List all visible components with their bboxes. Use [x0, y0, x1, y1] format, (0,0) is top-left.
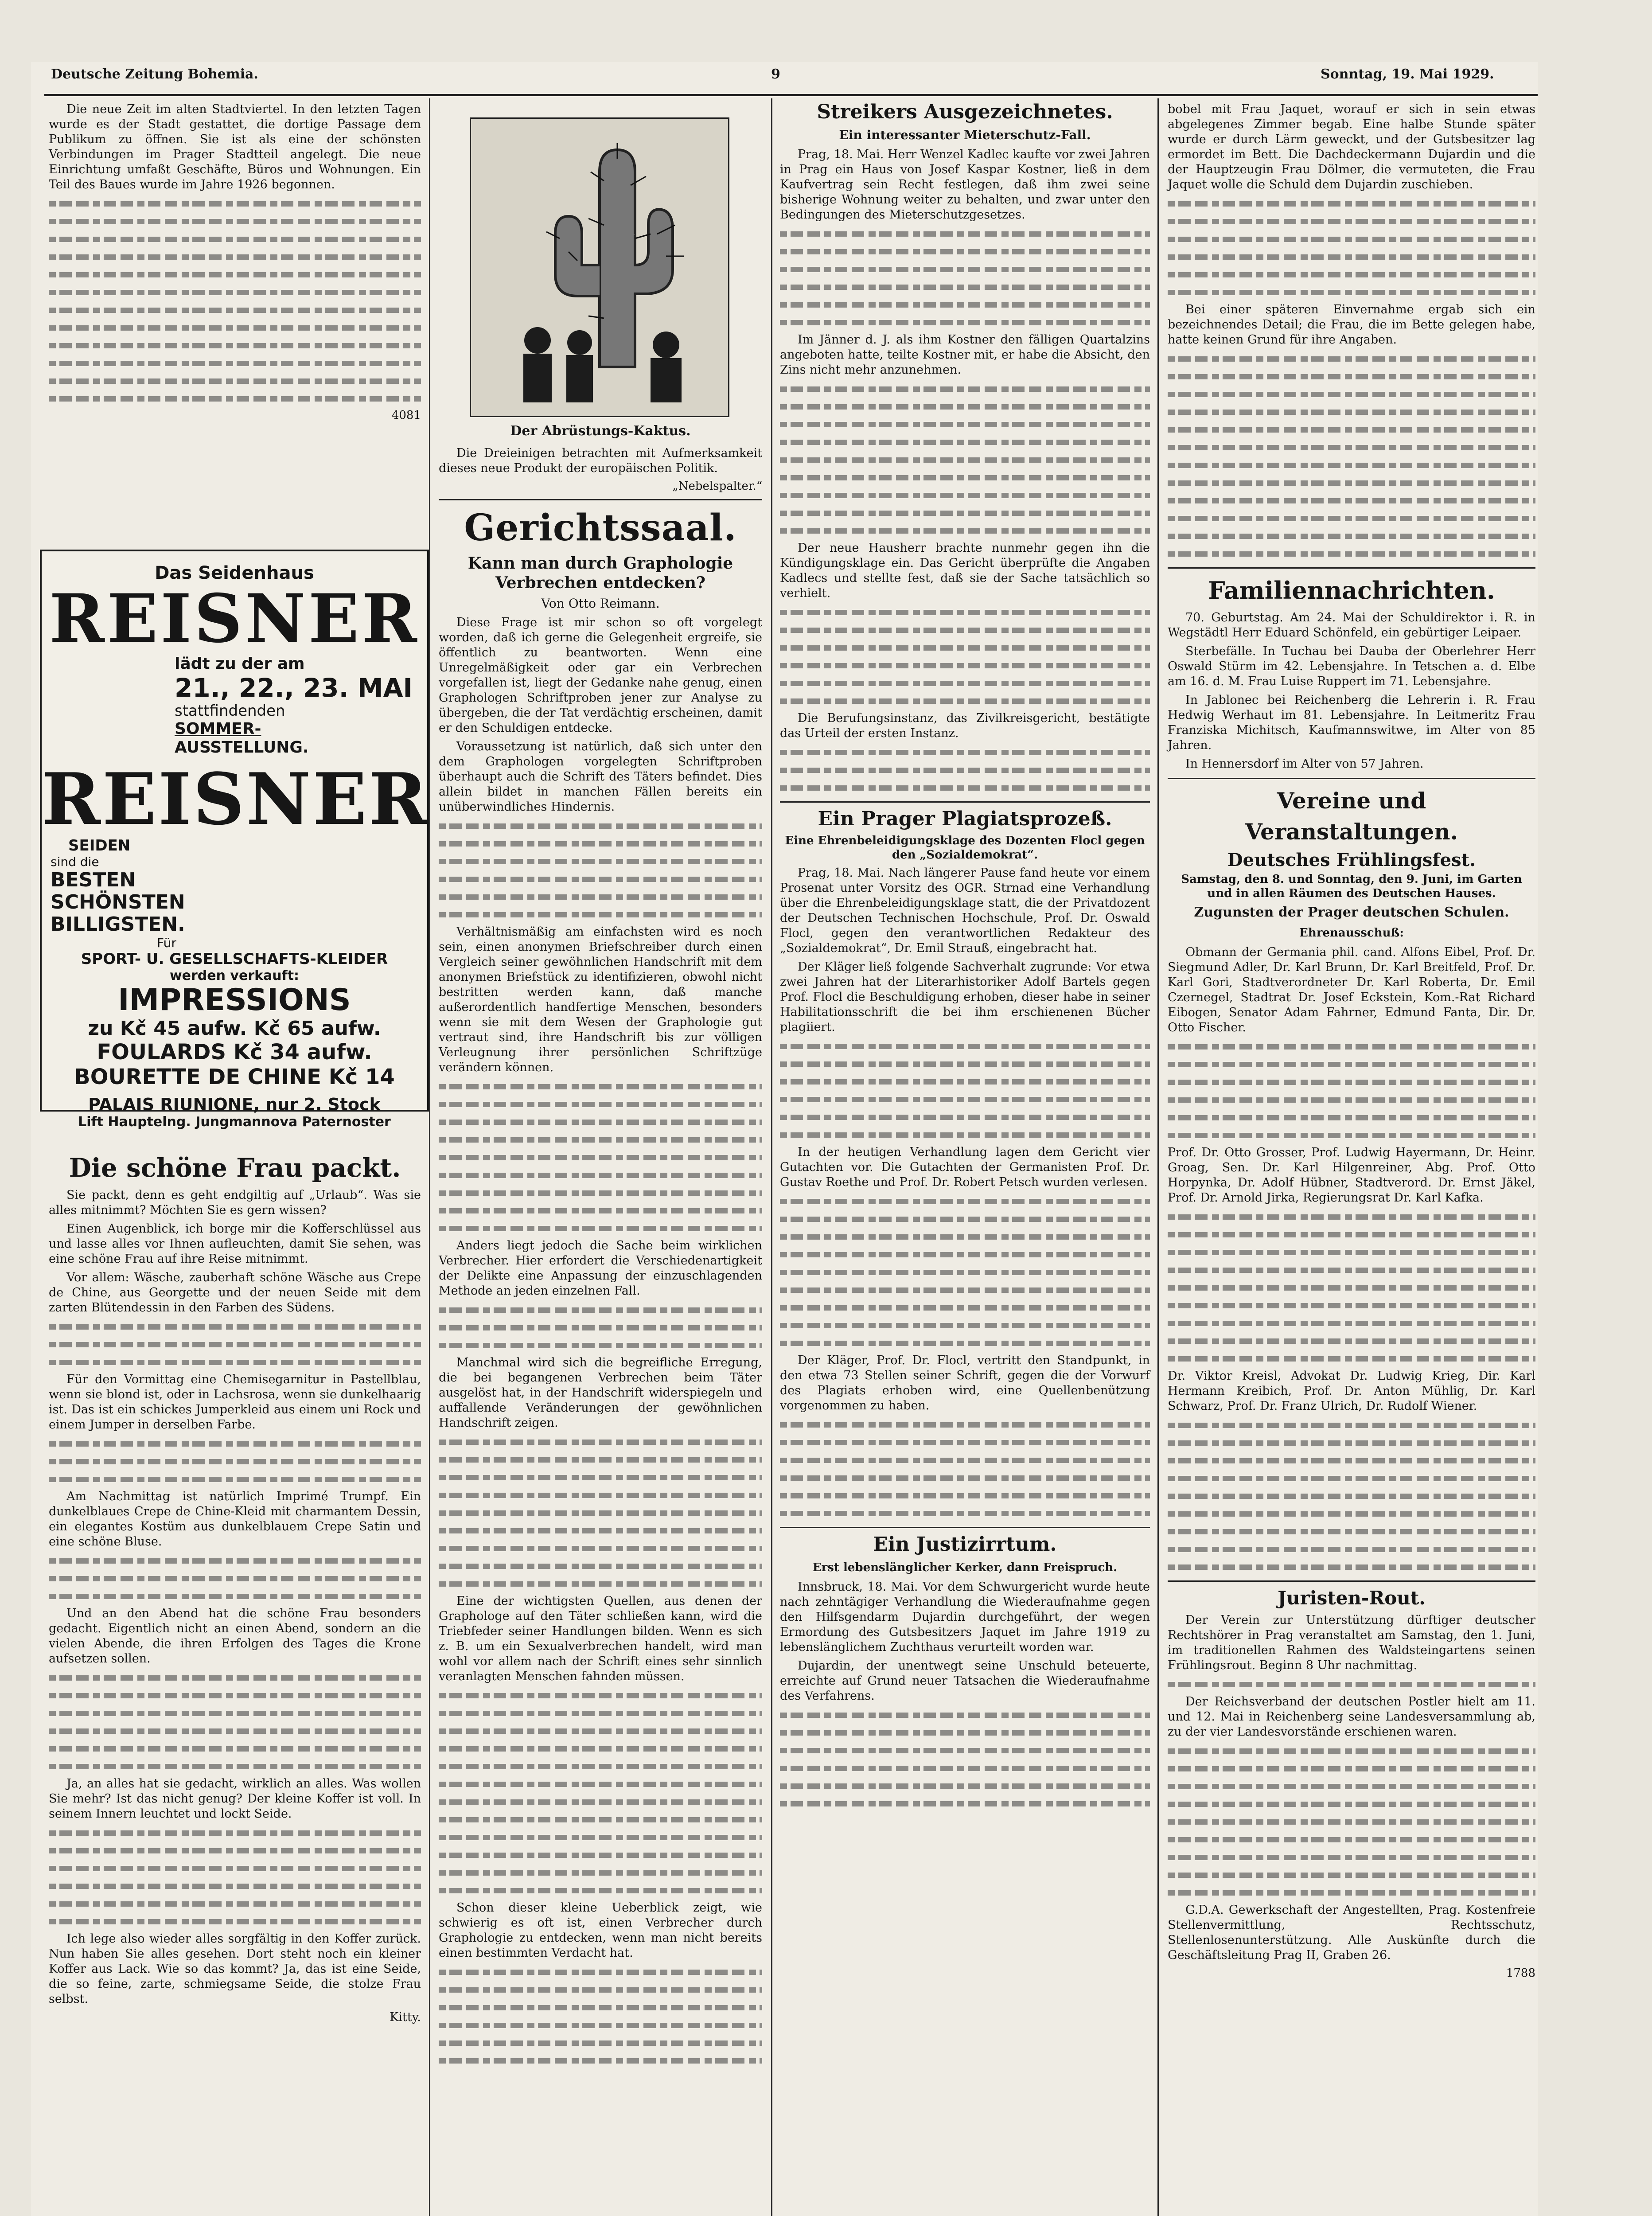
ad-line3: stattfindenden — [175, 702, 285, 720]
juristen-para-1: Der Verein zur Unterstützung dürftiger deutscher Rechtshörer in Prag veranstaltet am Samstag, den 1. Juni, im traditionellen Rahmen des Waldsteingartens seinen Frühlingsrout. Beginn 8 Uhr nachmittag. — [1168, 1613, 1535, 1672]
ad-sold: werden verkauft: — [169, 968, 300, 983]
justiz-para-1: Innsbruck, 18. Mai. Vor dem Schwurgericht wurde heute nach zehntägiger Verhandlung die Wiederaufnahme gegen den Hilfsgendarm Dujardin durchgeführt, der wegen Ermordung des Gutsbesitzers Jaquet im Jahre 1919 zu lebenslänglichem Zuchthaus verurteilt worden war. — [780, 1580, 1150, 1654]
fruehlingsfest-title: Deutsches Frühlingsfest. — [1227, 850, 1476, 870]
streik-para-3: Der neue Hausherr brachte nunmehr gegen ihn die Kündigungsklage ein. Das Gericht überprüfte die Angaben Kadlecs und stellte fest, daß sie der Sache tatsächlich so verhielt. — [780, 541, 1150, 600]
section-plagiat: Ein Prager Plagiatsprozeß. — [818, 808, 1112, 830]
ad-price-1: zu Kč 45 aufw. Kč 65 aufw. — [88, 1017, 381, 1040]
vereine-para-1: Obmann der Germania phil. cand. Alfons Eibel, Prof. Dr. Siegmund Adler, Dr. Karl Brunn, Dr. Karl Breitfeld, Prof. Dr. Karl Gori, Stadtverordneter Dr. Karl Roberta, Dr. Emil Czernegel, Stadtrat Dr. Josef Eckstein, Kom.-Rat Richard Eibogen, Senator Adam Fahrner, Edmund Fanta, Dir. Dr. Otto Fischer. — [1168, 945, 1535, 1034]
lead-article-text: Die neue Zeit im alten Stadtviertel. In den letzten Tagen wurde es der Stadt gestattet, die dortige Passage dem Publikum zu öffnen. Sie ist als eine der schönsten Verbindungen im Prager Stadtteil angelegt. Die neue Einrichtung umfaßt Geschäfte, Büros und Wohnungen. Ein Teil des Baues wurde im Jahre 1926 begonnen. — [49, 102, 421, 191]
article-author: Von Otto Reimann. — [541, 596, 660, 611]
ad-sommer: SOMMER- — [175, 720, 261, 738]
ehrenausschuss-label: Ehrenausschuß: — [1299, 926, 1404, 940]
vereine-para-2: Prof. Dr. Otto Grosser, Prof. Ludwig Hayermann, Dr. Heinr. Groag, Sen. Dr. Karl Hilgenreiner, Abg. Prof. Otto Horpynka, Dr. Adolf Hübner, Stadtverord. Dr. Ernst Jäkel, Prof. Dr. Arnold Jirka, Regierungsrat Dr. Karl Kafka. — [1168, 1146, 1535, 1205]
ad-line7: sind die — [51, 854, 99, 869]
cartoon-source: „Nebelspalter.“ — [672, 480, 762, 493]
ad-sport: SPORT- U. GESELLSCHAFTS-KLEIDER — [81, 950, 388, 968]
article-para-1: Diese Frage ist mir schon so oft vorgelegt worden, daß ich gerne die Gelegenheit ergreife, sie öffentlich zu beantworten. Wenn eine Unregelmäßigkeit oder gar ein Verbrechen vorgefallen ist, liegt der Gedanke nahe genug, einen Graphologen Schriftproben jener zur Analyse zu übergeben, die der Tat verdächtig erscheinen, damit er den Schuldigen entdecke. — [439, 616, 762, 735]
ad-intro: Das Seidenhaus — [155, 563, 314, 583]
section-justizirrtum: Ein Justizirrtum. — [873, 1533, 1057, 1556]
story-para-4: Für den Vormittag eine Chemisegarnitur in Pastellblau, wenn sie blond ist, oder in Lachsrosa, wenn sie dunkelhaarig ist. Das ist ein schickes Jumperkleid aus einem uni Rock und einem Jumper in derselben Farbe. — [49, 1373, 421, 1432]
lead-article-number: 4081 — [391, 409, 421, 422]
ad-ausstellung: AUSSTELLUNG. — [175, 738, 309, 757]
article-para-3: Verhältnismäßig am einfachsten wird es noch sein, einen anonymen Briefschreiber durch einen Vergleich seiner gewöhnlichen Handschrift mit dem anonymen Briefstück zu identifizieren, obwohl nicht bestritten werden kann, daß manche außerordentlich handfertige Menschen, besonders wenn sie mit dem Wesen der Graphologie gut vertraut sind, ihre Handschrift bis zur völligen Verleugnung ihrer persönlichen Schriftzüge verändern können. — [439, 925, 762, 1074]
section-justizirrtum-sub: Erst lebenslänglicher Kerker, dann Freispruch. — [812, 1561, 1118, 1574]
section-vereine: Vereine und Veranstaltungen. — [1245, 788, 1458, 845]
page-number: 9 — [771, 66, 780, 82]
ad-best-1: BESTEN — [51, 869, 136, 891]
column-3 — [780, 102, 1150, 1814]
story-para-5: Am Nachmittag ist natürlich Imprimé Trumpf. Ein dunkelblaues Crepe de Chine-Kleid mit charmantem Dessin, ein elegantes Kostüm aus dunkelblauem Crepe Satin und eine schöne Bluse. — [49, 1490, 421, 1549]
juristen-para-2: Der Reichsverband der deutschen Postler hielt am 11. und 12. Mai in Reichenberg seine Landesversammlung ab, zu der vier Landesvorstände erschienen waren. — [1168, 1695, 1535, 1739]
family-para-1: 70. Geburtstag. Am 24. Mai der Schuldirektor i. R. in Wegstädtl Herr Eduard Schönfeld, ein gebürtiger Leipaer. — [1168, 611, 1535, 640]
ad-seiden: SEIDEN — [68, 837, 131, 854]
cartoon-title: Der Abrüstungs-Kaktus. — [510, 423, 691, 439]
cartoon-image — [470, 117, 729, 417]
article-para-4: Anders liegt jedoch die Sache beim wirklichen Verbrecher. Hier erfordert die Verschiedenartigkeit der Delikte eine Anpassung der einzuschlagenden Methode an jeden einzelnen Fall. — [439, 1239, 762, 1298]
article-para-2: Voraussetzung ist natürlich, daß sich unter den dem Graphologen vorgelegten Schriftproben überhaupt auch die Schrift des Täters befindet. Dies allein bildet in manchen Fällen bereits ein unüberwindliches Hindernis. — [439, 740, 762, 814]
justiz-para-2: Dujardin, der unentwegt seine Unschuld beteuerte, erreichte auf Grund neuer Tatsachen die Wiederaufnahme des Verfahrens. — [780, 1659, 1150, 1703]
masthead-date: Sonntag, 19. Mai 1929. — [1321, 66, 1494, 82]
column-rule-3 — [1157, 98, 1159, 2216]
family-para-3: In Jablonec bei Reichenberg die Lehrerin i. R. Frau Hedwig Werhaut im 81. Lebensjahre. In Leitmeritz Frau Franziska Michitsch, Kaufmannswitwe, im Alter von 85 Jahren. — [1168, 693, 1535, 752]
section-streik: Streikers Ausgezeichnetes. — [817, 101, 1113, 123]
ad-address: PALAIS RIUNIONE, nur 2. Stock — [88, 1095, 381, 1114]
story-para-1: Sie packt, denn es geht endgiltig auf „Urlaub“. Was sie alles mitnimmt? Möchten Sie es gern wissen? — [49, 1188, 421, 1217]
ad-brand-reisner-2: REISNER — [42, 757, 429, 841]
column-2 — [439, 421, 762, 2071]
section-juristen-rout: Juristen-Rout. — [1278, 1587, 1426, 1609]
plagiat-para-3: In der heutigen Verhandlung lagen dem Gericht vier Gutachten vor. Die Gutachten der Germanisten Prof. Dr. Gustav Roethe und Prof. Dr. Robert Petsch wurden verlesen. — [780, 1145, 1150, 1189]
ad-impressions: IMPRESSIONS — [118, 983, 351, 1018]
article-title: Kann man durch Graphologie Verbrechen entdecken? — [468, 554, 733, 592]
masthead — [44, 66, 1533, 93]
article-para-6: Eine der wichtigsten Quellen, aus denen der Graphologe auf den Täter schließen kann, wird die Triebfeder seiner Handlungen bilden. Wenn es sich z. B. um ein Sexualverbrechen handelt, wird man wohl vor allem nach der Schrift eines sehr sinnlich veranlagten Menschen fahnden müssen. — [439, 1594, 762, 1683]
masthead-rule — [44, 94, 1538, 96]
story-para-8: Ich lege also wieder alles sorgfältig in den Koffer zurück. Nun haben Sie alles gesehen. Dort steht noch ein kleiner Koffer aus Lack. Wie so das kommt? Ja, das ist eine Seide, die so feine, zarte, schmiegsame Seide, die stolze Frau selbst. — [49, 1932, 421, 2006]
family-para-2: Sterbefälle. In Tuchau bei Dauba der Oberlehrer Herr Oswald Stürm im 42. Lebensjahre. In Tetschen a. d. Elbe am 16. d. M. Frau Luise Ruppert im 71. Lebensjahre. — [1168, 644, 1535, 688]
juristen-para-3: G.D.A. Gewerkschaft der Angestellten, Prag. Kostenfreie Stellenvermittlung, Rechtsschutz, Stellenlosenunterstützung. Alle Auskünfte durch die Geschäftsleitung Prag II, Graben 26. — [1168, 1903, 1535, 1962]
ad-lift: Lift Hauptelng. Jungmannova Paternoster — [78, 1114, 391, 1130]
plagiat-para-4: Der Kläger, Prof. Dr. Flocl, vertritt den Standpunkt, in den etwa 73 Stellen seiner Schrift, gegen die der Vorwurf des Plagiats erhoben wird, eine Quellenbenützung vorgenommen zu haben. — [780, 1354, 1150, 1412]
ad-dates: 21., 22., 23. MAI — [175, 673, 413, 703]
ad-invite: lädt zu der am — [175, 655, 305, 673]
section-familiennachrichten: Familiennachrichten. — [1208, 576, 1495, 605]
column-rule-2 — [771, 98, 772, 2216]
end-number: 1788 — [1506, 1966, 1535, 1980]
col4-para-2: Bei einer späteren Einvernahme ergab sich ein bezeichnendes Detail; die Frau, die im Bette gelegen habe, hatte keinen Grund für ihre Angaben. — [1168, 303, 1535, 347]
col4-para-1: bobel mit Frau Jaquet, worauf er sich in sein etwas abgelegenes Zimmer begab. Eine halbe Stunde später wurde er durch Lärm geweckt, und der Gutsbesitzer lag ermordet im Bett. Die Dachdeckermann Dujardin und die der Hauptzeugin Frau Dölmer, die vermuteten, die Frau Jaquet wolle die Schuld dem Dujardin zuschieben. — [1168, 102, 1535, 191]
family-para-4: In Hennersdorf im Alter von 57 Jahren. — [1185, 757, 1424, 771]
ad-best-3: BILLIGSTEN. — [51, 913, 185, 936]
column-4 — [1168, 102, 1535, 1980]
story-para-2: Einen Augenblick, ich borge mir die Kofferschlüssel aus und lasse alles vor Ihnen aufleuchten, damit Sie sehen, was eine schöne Frau auf ihre Reise mitnimmt. — [49, 1222, 421, 1266]
section-streik-sub: Ein interessanter Mieterschutz-Fall. — [839, 128, 1091, 142]
streik-para-2: Im Jänner d. J. als ihm Kostner den fälligen Quartalzins angeboten hatte, teilte Kostner mit, er habe die Absicht, den Zins nicht mehr anzunehmen. — [780, 333, 1150, 377]
vereine-para-3: Dr. Viktor Kreisl, Advokat Dr. Ludwig Krieg, Dir. Karl Hermann Kreibich, Prof. Dr. Anton Mühlig, Dr. Karl Schwarz, Prof. Dr. Franz Ulrich, Dr. Rudolf Wiener. — [1168, 1369, 1535, 1413]
story-para-6: Und an den Abend hat die schöne Frau besonders gedacht. Eigentlich nicht an einen Abend, sondern an die vielen Abende, die ihren Erfolgen des Tages die Krone aufsetzen sollen. — [49, 1607, 421, 1666]
story-title: Die schöne Frau packt. — [69, 1153, 401, 1183]
fruehlingsfest-purpose: Zugunsten der Prager deutschen Schulen. — [1194, 905, 1509, 920]
cartoon-caption: Die Dreieinigen betrachten mit Aufmerksamkeit dieses neue Produkt der europäischen Politik. — [439, 446, 762, 475]
plagiat-para-2: Der Kläger ließ folgende Sachverhalt zugrunde: Vor etwa zwei Jahren hat der Literarhistoriker Adolf Bartels gegen Prof. Flocl die Beschuldigung erhoben, dieser habe in seiner Habilitationsschrift die bei ihm erschienenen Bücher plagiiert. — [780, 960, 1150, 1034]
masthead-paper-name: Deutsche Zeitung Bohemia. — [51, 66, 258, 82]
ad-brand-reisner: REISNER — [49, 580, 420, 658]
story-para-3: Vor allem: Wäsche, zauberhaft schöne Wäsche aus Crepe de Chine, aus Georgette und der neuen Seide mit dem zarten Blütendessin in den Farben des Südens. — [49, 1271, 421, 1315]
plagiat-para-1: Prag, 18. Mai. Nach längerer Pause fand heute vor einem Prosenat unter Vorsitz des OGR. Strnad eine Verhandlung über die Ehrenbeleidigungsklage statt, die der Privatdozent der Deutschen Technischen Hochschule, Prof. Dr. Oswald Flocl, gegen den verantwortlichen Redakteur des „Sozialdemokrat“, Dr. Emil Strauß, eingebracht hat. — [780, 866, 1150, 955]
streik-para-4: Die Berufungsinstanz, das Zivilkreisgericht, bestätigte das Urteil der ersten Instanz. — [780, 711, 1150, 740]
column-rule-1 — [429, 98, 430, 2216]
fruehlingsfest-date: Samstag, den 8. und Sonntag, den 9. Juni, im Garten und in allen Räumen des Deutschen Hauses. — [1181, 873, 1522, 900]
article-para-5: Manchmal wird sich die begreifliche Erregung, die bei begangenen Verbrechen beim Täter ausgelöst hat, in der Handschrift widerspiegeln und auffallende Veränderungen der gewöhnlichen Handschrift zeigen. — [439, 1356, 762, 1430]
article-para-7: Schon dieser kleine Ueberblick zeigt, wie schwierig es oft ist, einen Verbrecher durch Graphologie zu entdecken, wenn man nicht bereits einen bestimmten Verdacht hat. — [439, 1901, 762, 1960]
ad-best-2: SCHÖNSTEN — [51, 891, 185, 913]
column-1-story — [49, 1152, 421, 2024]
ad-price-2: FOULARDS Kč 34 aufw. — [97, 1040, 372, 1065]
section-plagiat-sub: Eine Ehrenbeleidigungsklage des Dozenten Flocl gegen den „Sozialdemokrat“. — [785, 834, 1145, 862]
cactus-cartoon-illustration — [471, 119, 728, 416]
section-gerichtssaal: Gerichtssaal. — [464, 507, 737, 549]
ad-price-3: BOURETTE DE CHINE Kč 14 — [74, 1065, 395, 1089]
streik-para-1: Prag, 18. Mai. Herr Wenzel Kadlec kaufte vor zwei Jahren in Prag ein Haus von Josef Kaspar Kostner, ließ in dem Kaufvertrag sein Recht festlegen, daß ihm zwei seine bisherige Wohnung weiter zu behalten, und zwar unter den Bedingungen des Mieterschutzgesetzes. — [780, 148, 1150, 222]
ad-line8: Für — [157, 936, 176, 950]
story-para-7: Ja, an alles hat sie gedacht, wirklich an alles. Was wollen Sie mehr? Ist das nicht genug? Der kleine Koffer ist voll. In seinem Innern leuchtet und lockt Seide. — [49, 1777, 421, 1821]
reisner-advertisement — [40, 550, 429, 1130]
column-1 — [49, 102, 421, 422]
story-signature: Kitty. — [390, 2010, 421, 2024]
